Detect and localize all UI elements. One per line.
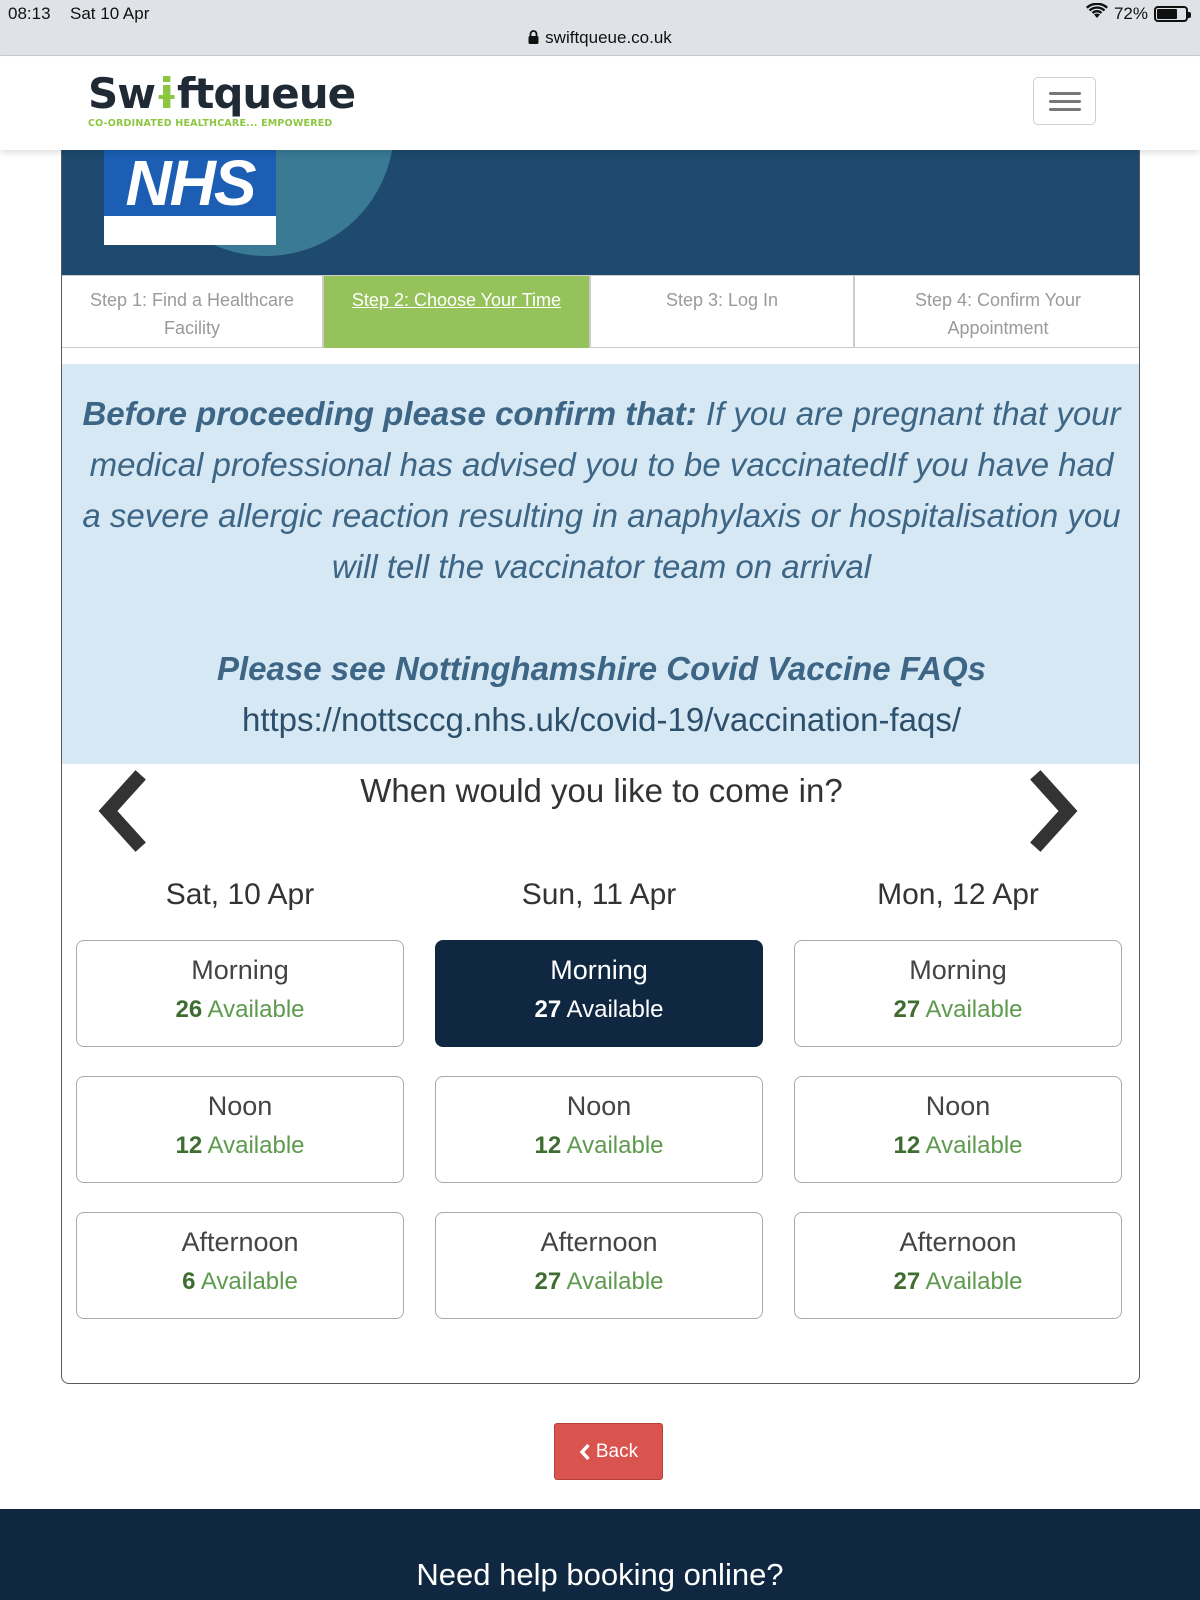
step-label: Step 4: Confirm Your <box>914 290 1082 310</box>
step-label: Step 1: Find a Healthcare <box>89 290 295 310</box>
slot-noon[interactable] <box>435 1076 763 1183</box>
step-label: Facility <box>163 318 220 338</box>
step-label: Step 2: Choose Your Time <box>351 290 562 310</box>
lock-icon <box>528 29 539 49</box>
nhs-logo-box <box>104 150 276 245</box>
swiftqueue-logo[interactable] <box>88 69 356 129</box>
day-title: Mon, 12 Apr <box>877 878 1039 911</box>
slot-noon[interactable] <box>794 1076 1122 1183</box>
step-progress <box>62 275 1140 348</box>
status-date: Sat 10 Apr <box>70 4 150 23</box>
next-days-button[interactable] <box>1024 770 1084 852</box>
hamburger-icon-bar <box>1049 100 1081 103</box>
notice-body: If you are pregnant that your medical professional has advised you to be vaccinatedIf you have had a severe allergic reaction resulting in anaphylaxis or hospitalisation you will tell the vaccinator team on arrival <box>82 395 1121 585</box>
chevron-left-icon <box>92 770 152 852</box>
slot-label: Noon <box>207 1091 273 1121</box>
slot-count: 27 <box>534 996 562 1023</box>
slot-label: Afternoon <box>899 1227 1017 1257</box>
url-text: swiftqueue.co.uk <box>545 28 672 47</box>
slot-afternoon[interactable] <box>794 1212 1122 1319</box>
person-figure-icon: ɨ <box>155 69 177 118</box>
slot-count: 6 <box>182 1268 196 1295</box>
slot-count: 27 <box>534 1268 562 1295</box>
slot-suffix: Available <box>200 1268 298 1295</box>
step-3-tab[interactable] <box>591 276 855 348</box>
slot-suffix: Available <box>566 1268 664 1295</box>
status-indicators <box>1086 3 1188 24</box>
step-label: Appointment <box>947 318 1049 338</box>
logo-word-start: Sw <box>88 69 156 118</box>
step-1-tab[interactable] <box>62 276 324 348</box>
slot-suffix: Available <box>566 1132 664 1159</box>
back-button-label: Back <box>595 1440 639 1462</box>
step-label: Step 3: Log In <box>665 290 779 310</box>
chevron-right-icon <box>1024 770 1084 852</box>
day-column <box>435 878 763 1319</box>
logo-tagline: CO-ORDINATED HEALTHCARE... EMPOWERED <box>88 118 333 129</box>
nhs-logo: NHS <box>104 150 276 216</box>
slot-label: Afternoon <box>540 1227 658 1257</box>
day-column <box>794 878 1122 1319</box>
nhs-banner <box>62 150 1140 275</box>
battery-level <box>1157 9 1177 19</box>
wifi-icon <box>1086 3 1108 24</box>
slot-label: Noon <box>925 1091 991 1121</box>
time-question: When would you like to come in? <box>360 772 843 809</box>
previous-days-button[interactable] <box>92 770 152 852</box>
step-2-tab[interactable] <box>324 276 591 348</box>
slot-count: 12 <box>893 1132 921 1159</box>
slot-count: 27 <box>893 996 921 1023</box>
logo-word-end: ftqueue <box>176 69 356 118</box>
slot-count: 27 <box>893 1268 921 1295</box>
status-bar <box>0 0 1200 56</box>
slot-morning[interactable] <box>435 940 763 1047</box>
hamburger-icon-bar <box>1049 108 1081 111</box>
slot-suffix: Available <box>566 996 664 1023</box>
notice-heading: Before proceeding please confirm that: <box>82 395 697 432</box>
slot-afternoon[interactable] <box>435 1212 763 1319</box>
battery-percent: 72% <box>1113 3 1148 23</box>
chevron-left-icon <box>579 1443 591 1461</box>
slot-count: 26 <box>175 996 203 1023</box>
faq-heading: Please see Nottinghamshire Covid Vaccine FAQs <box>216 650 987 687</box>
step-4-tab[interactable] <box>855 276 1140 348</box>
vaccination-notice <box>62 364 1140 764</box>
slot-morning[interactable] <box>794 940 1122 1047</box>
slot-label: Morning <box>909 955 1007 985</box>
site-header <box>0 57 1200 150</box>
back-button[interactable] <box>554 1423 663 1480</box>
day-title: Sun, 11 Apr <box>521 878 677 911</box>
slot-label: Afternoon <box>181 1227 299 1257</box>
day-column <box>76 878 404 1319</box>
menu-toggle-button[interactable] <box>1033 77 1096 125</box>
help-text[interactable]: Need help booking online? <box>416 1557 784 1592</box>
address-bar[interactable] <box>0 28 1200 49</box>
hamburger-icon <box>1049 92 1081 95</box>
slot-suffix: Available <box>925 1268 1023 1295</box>
slot-afternoon[interactable] <box>76 1212 404 1319</box>
slot-count: 12 <box>534 1132 562 1159</box>
status-time: 08:13 <box>8 4 51 23</box>
slot-suffix: Available <box>925 1132 1023 1159</box>
slot-label: Noon <box>566 1091 632 1121</box>
slot-suffix: Available <box>207 996 305 1023</box>
faq-link[interactable]: https://nottsccg.nhs.uk/covid-19/vaccination-faqs/ <box>241 701 962 738</box>
slot-suffix: Available <box>925 996 1023 1023</box>
slot-label: Morning <box>191 955 289 985</box>
slot-label: Morning <box>550 955 648 985</box>
slot-morning[interactable] <box>76 940 404 1047</box>
slot-noon[interactable] <box>76 1076 404 1183</box>
help-footer <box>0 1509 1200 1600</box>
day-title: Sat, 10 Apr <box>165 878 315 911</box>
booking-card <box>61 150 1140 1384</box>
slot-suffix: Available <box>207 1132 305 1159</box>
slot-count: 12 <box>175 1132 203 1159</box>
battery-icon <box>1154 6 1188 22</box>
